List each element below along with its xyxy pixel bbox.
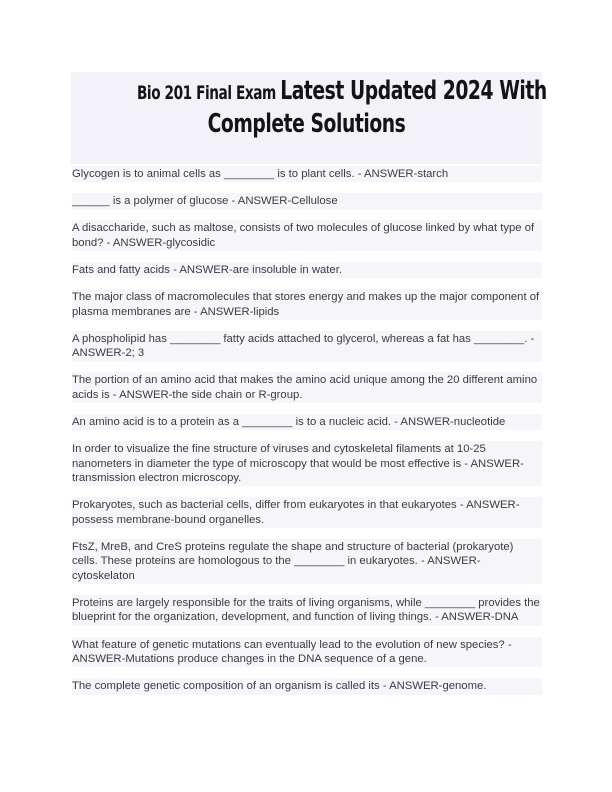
qa-item: A disaccharide, such as maltose, consists of two molecules of glucose linked by what type of bond? - ANSWER-glycosidic <box>72 220 542 251</box>
qa-item: FtsZ, MreB, and CreS proteins regulate the shape and structure of bacterial (prokaryote) cells. These proteins are homologous to the ________ in eukaryotes. - ANSWER-cytoskelaton <box>72 539 542 584</box>
qa-item: Fats and fatty acids - ANSWER-are insoluble in water. <box>72 262 542 278</box>
title-block <box>71 72 547 164</box>
document-title-line-2 <box>137 109 476 142</box>
qa-list <box>72 166 542 705</box>
document-title-line-1 <box>136 76 547 109</box>
qa-item: ______ is a polymer of glucose - ANSWER-Cellulose <box>72 193 542 209</box>
qa-item: What feature of genetic mutations can eventually lead to the evolution of new species? - ANSWER-Mutations produce changes in the DNA sequence of a gene. <box>72 637 542 668</box>
qa-item: Prokaryotes, such as bacterial cells, differ from eukaryotes in that eukaryotes - ANSWER-possess membrane-bound organelles. <box>72 497 542 528</box>
qa-item: Glycogen is to animal cells as ________ is to plant cells. - ANSWER-starch <box>72 166 542 182</box>
qa-item: A phospholipid has ________ fatty acids attached to glycerol, whereas a fat has ________. - ANSWER-2; 3 <box>72 331 542 362</box>
title-updated: Latest Updated 2024 With <box>280 76 547 106</box>
qa-item: An amino acid is to a protein as a ________ is to a nucleic acid. - ANSWER-nucleotide <box>72 414 542 430</box>
title-solutions: Complete Solutions <box>207 109 406 139</box>
qa-item: In order to visualize the fine structure of viruses and cytoskeletal filaments at 10-25 nanometers in diameter the type of microscopy that would be most effective is - ANSWER-transmission electron microscopy. <box>72 441 542 486</box>
title-course: Bio 201 Final Exam <box>136 82 281 104</box>
qa-item: The complete genetic composition of an organism is called its - ANSWER-genome. <box>72 678 542 694</box>
qa-item: The portion of an amino acid that makes the amino acid unique among the 20 different amino acids is - ANSWER-the side chain or R-group. <box>72 372 542 403</box>
qa-item: The major class of macromolecules that stores energy and makes up the major component of plasma membranes are - ANSWER-lipids <box>72 289 542 320</box>
qa-item: Proteins are largely responsible for the traits of living organisms, while ________ provides the blueprint for the organization, development, and function of living things. - ANSWER-DNA <box>72 595 542 626</box>
